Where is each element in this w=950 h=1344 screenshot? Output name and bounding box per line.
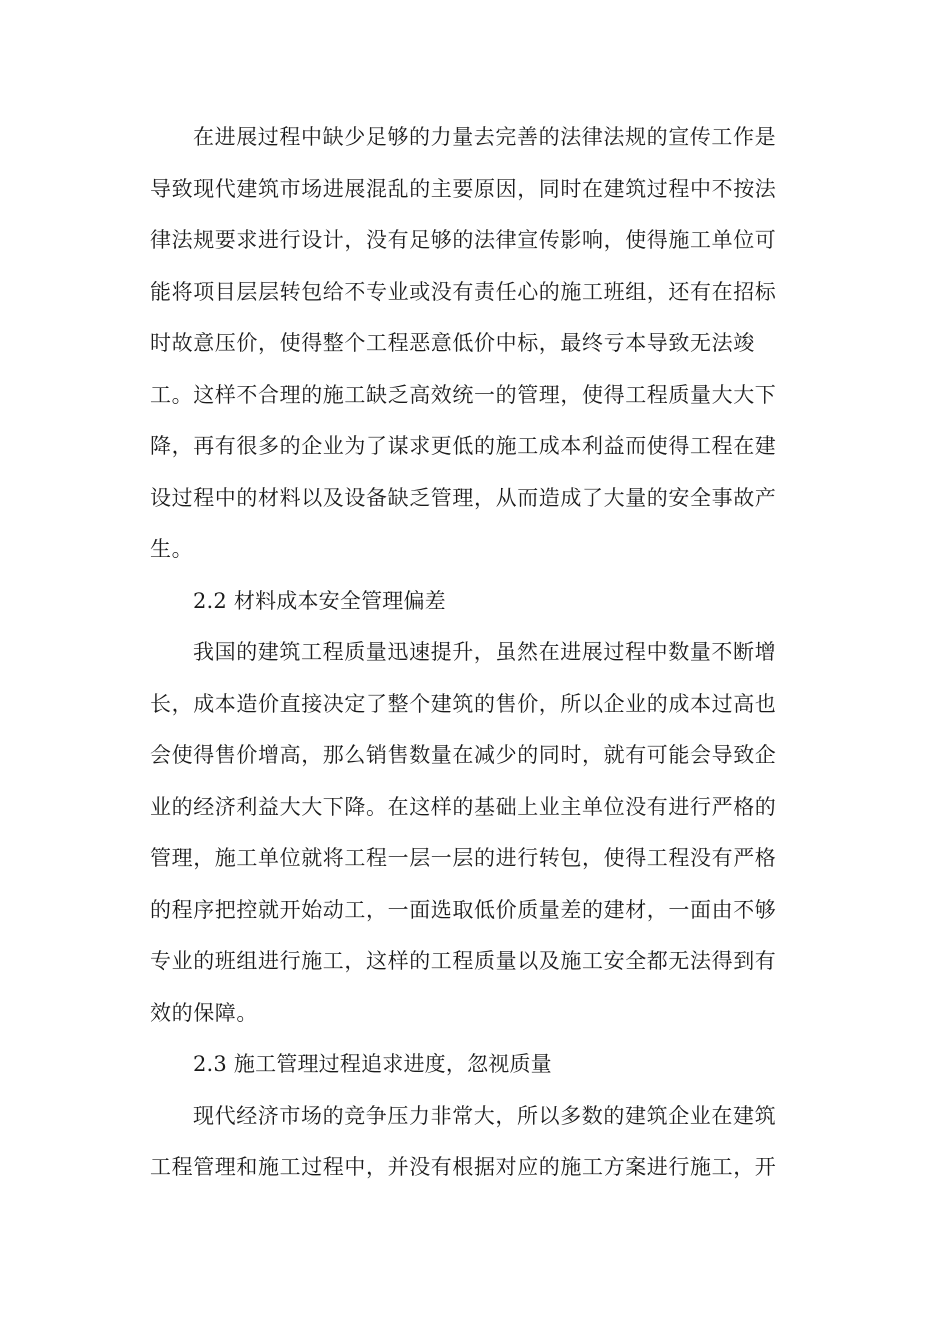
paragraph-legal-causes bbox=[150, 112, 802, 576]
text-line: 设过程中的材料以及设备缺乏管理，从而造成了大量的安全事故产 bbox=[150, 485, 777, 510]
text-line: 现代经济市场的竞争压力非常大，所以多数的建筑企业在建筑 bbox=[193, 1103, 777, 1128]
paragraph-construction-progress bbox=[150, 1091, 802, 1194]
text-line: 效的保障。 bbox=[150, 1000, 258, 1025]
text-line: 业的经济利益大大下降。在这样的基础上业主单位没有进行严格的 bbox=[150, 794, 777, 819]
text-line: 律法规要求进行设计，没有足够的法律宣传影响，使得施工单位可 bbox=[150, 228, 777, 252]
text-line: 在进展过程中缺少足够的力量去完善的法律法规的宣传工作是 bbox=[193, 125, 777, 149]
text-line: 生。 bbox=[150, 537, 194, 561]
text-line: 专业的班组进行施工，这样的工程质量以及施工安全都无法得到有 bbox=[150, 949, 777, 973]
text-line: 的程序把控就开始动工，一面选取低价质量差的建材，一面由不够 bbox=[150, 897, 777, 922]
paragraph-material-cost bbox=[150, 627, 802, 1039]
section-heading-2-3 bbox=[150, 1039, 802, 1091]
text-line: 导致现代建筑市场进展混乱的主要原因，同时在建筑过程中不按法 bbox=[150, 176, 777, 201]
heading-text: 2.3 施工管理过程追求进度，忽视质量 bbox=[193, 1052, 552, 1076]
text-line: 工。这样不合理的施工缺乏高效统一的管理，使得工程质量大大下 bbox=[150, 382, 777, 407]
document-body bbox=[150, 112, 802, 1194]
heading-text: 2.2 材料成本安全管理偏差 bbox=[193, 588, 446, 613]
text-line: 降，再有很多的企业为了谋求更低的施工成本利益而使得工程在建 bbox=[150, 434, 777, 458]
text-line: 管理，施工单位就将工程一层一层的进行转包，使得工程没有严格 bbox=[150, 846, 777, 870]
section-heading-2-2 bbox=[150, 576, 802, 628]
text-line: 时故意压价，使得整个工程恶意低价中标，最终亏本导致无法竣 bbox=[150, 331, 755, 355]
text-line: 能将项目层层转包给不专业或没有责任心的施工班组，还有在招标 bbox=[150, 279, 777, 304]
text-line: 长，成本造价直接决定了整个建筑的售价，所以企业的成本过高也 bbox=[150, 691, 777, 716]
text-line: 工程管理和施工过程中，并没有根据对应的施工方案进行施工，开 bbox=[150, 1155, 777, 1179]
text-line: 会使得售价增高，那么销售数量在减少的同时，就有可能会导致企 bbox=[150, 743, 777, 767]
text-line: 我国的建筑工程质量迅速提升，虽然在进展过程中数量不断增 bbox=[193, 640, 777, 664]
